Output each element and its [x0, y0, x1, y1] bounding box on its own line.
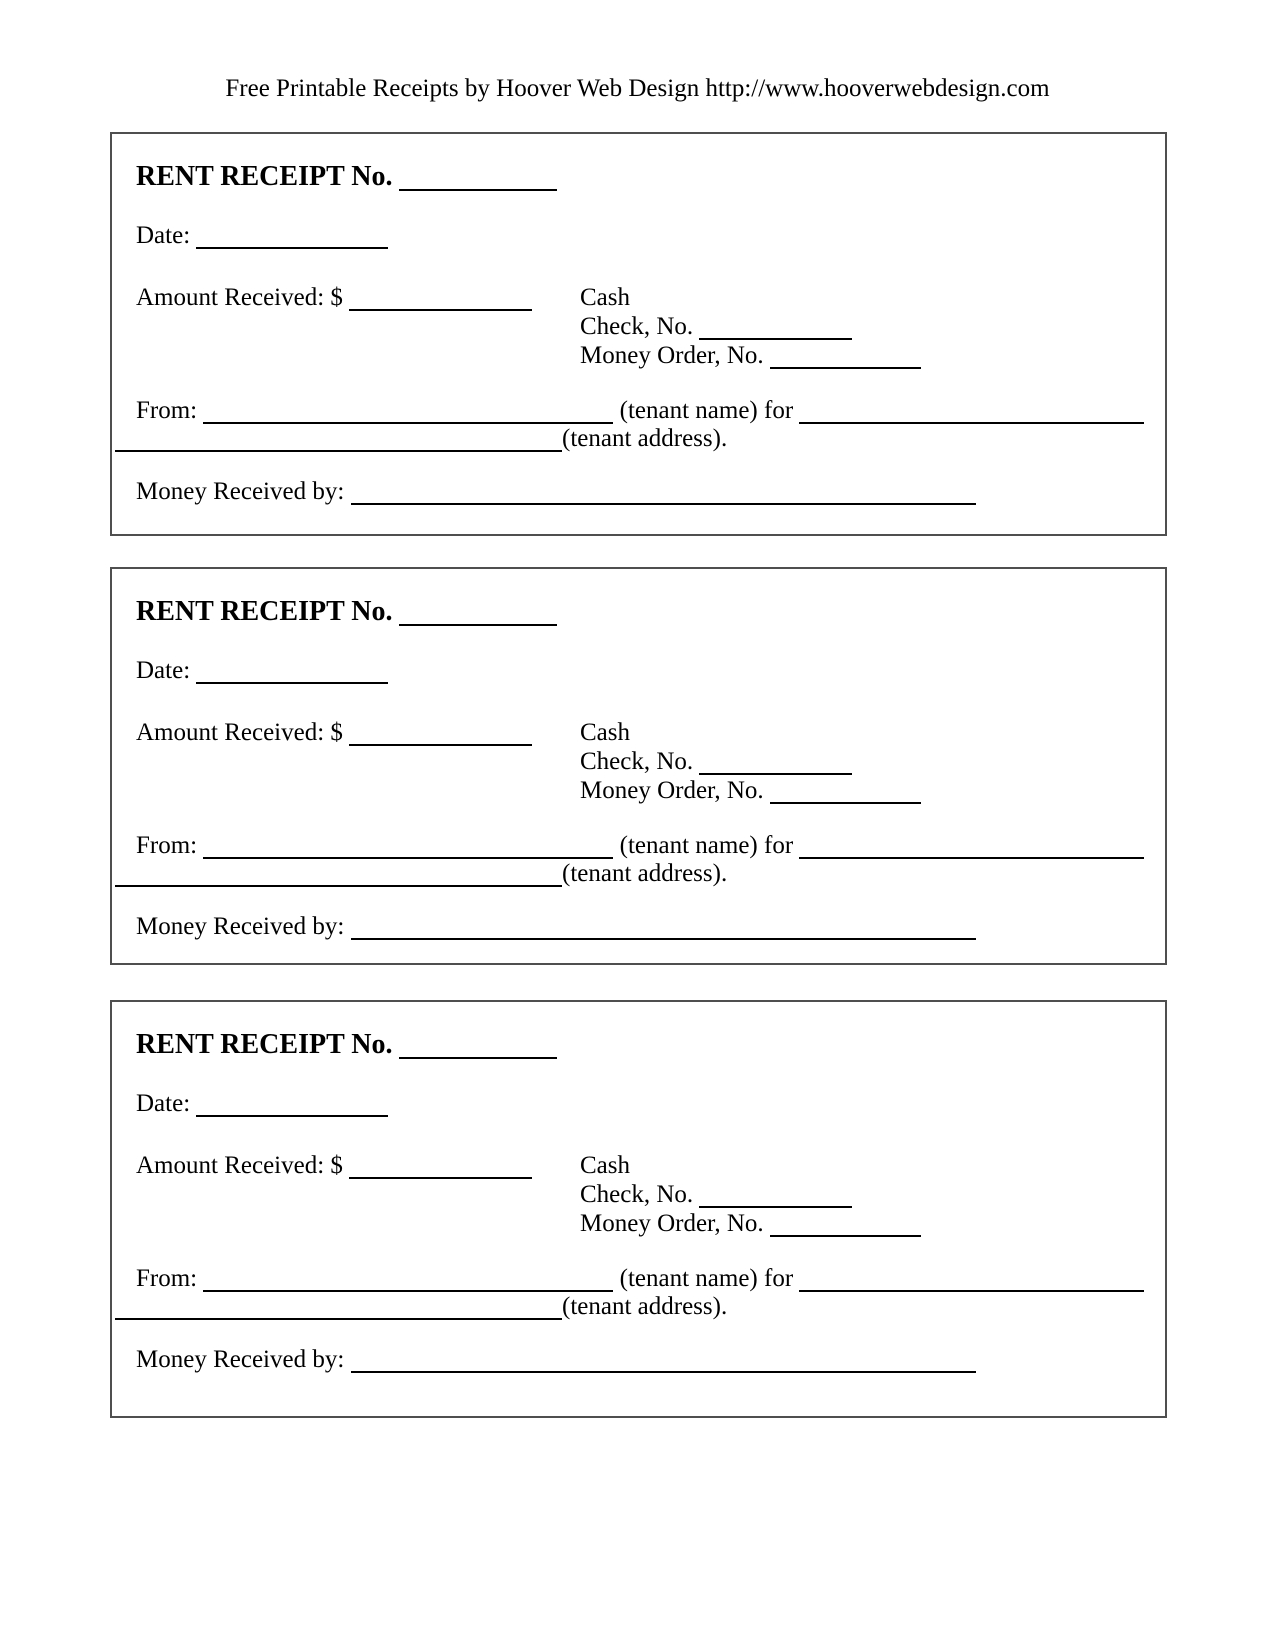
money-order-no-field [770, 786, 921, 804]
tenant-name-label: (tenant name) for [619, 1265, 794, 1292]
amount-field [349, 293, 532, 311]
receipt-title-label: RENT RECEIPT No. [136, 1029, 393, 1060]
money-order-label: Money Order, No. [580, 1210, 764, 1237]
date-field [196, 666, 388, 684]
date-row [136, 221, 388, 250]
cash-label: Cash [580, 1152, 630, 1179]
receipt-block-1 [110, 132, 1167, 536]
amount-label: Amount Received: $ [136, 719, 343, 746]
tenant-address-field [115, 1302, 562, 1320]
tenant-name-label: (tenant name) for [619, 397, 794, 424]
cash-row [580, 283, 630, 312]
money-order-no-field [770, 1219, 921, 1237]
cash-row [580, 1151, 630, 1180]
money-order-no-field [770, 351, 921, 369]
tenant-name-field [203, 1274, 613, 1292]
money-order-row [580, 1209, 921, 1238]
from-label: From: [136, 397, 198, 424]
cash-row [580, 718, 630, 747]
tenant-address-row [115, 859, 727, 888]
money-received-row [136, 477, 976, 506]
rent-for-field [799, 841, 1144, 859]
date-label: Date: [136, 222, 191, 249]
check-label: Check, No. [580, 313, 694, 340]
tenant-address-field [115, 869, 562, 887]
amount-field [349, 728, 532, 746]
check-label: Check, No. [580, 1181, 694, 1208]
receipt-block-3 [110, 1000, 1167, 1418]
receipt-title-label: RENT RECEIPT No. [136, 161, 393, 192]
check-label: Check, No. [580, 748, 694, 775]
date-field [196, 231, 388, 249]
tenant-name-field [203, 841, 613, 859]
cash-label: Cash [580, 719, 630, 746]
money-received-by-field [351, 487, 976, 505]
tenant-address-label: (tenant address). [562, 1293, 728, 1320]
tenant-address-label: (tenant address). [562, 860, 728, 887]
amount-field [349, 1161, 532, 1179]
from-label: From: [136, 1265, 198, 1292]
receipt-no-field [399, 173, 557, 191]
from-row [136, 1264, 1144, 1293]
money-received-row [136, 1345, 976, 1374]
receipt-title-label: RENT RECEIPT No. [136, 596, 393, 627]
date-label: Date: [136, 1090, 191, 1117]
amount-row [136, 718, 532, 747]
rent-for-field [799, 406, 1144, 424]
money-received-by-field [351, 1355, 976, 1373]
receipt-title-row [136, 161, 557, 193]
receipt-no-field [399, 1041, 557, 1059]
money-received-label: Money Received by: [136, 913, 345, 940]
check-no-field [699, 1190, 852, 1208]
date-row [136, 656, 388, 685]
amount-label: Amount Received: $ [136, 284, 343, 311]
receipt-title-row [136, 1029, 557, 1061]
receipt-block-2 [110, 567, 1167, 965]
date-row [136, 1089, 388, 1118]
tenant-address-row [115, 424, 727, 453]
receipt-no-field [399, 608, 557, 626]
check-no-field [699, 322, 852, 340]
tenant-address-row [115, 1292, 727, 1321]
check-row [580, 1180, 852, 1209]
money-order-label: Money Order, No. [580, 777, 764, 804]
check-row [580, 747, 852, 776]
check-row [580, 312, 852, 341]
tenant-address-field [115, 434, 562, 452]
money-order-label: Money Order, No. [580, 342, 764, 369]
money-received-label: Money Received by: [136, 478, 345, 505]
from-row [136, 831, 1144, 860]
money-received-label: Money Received by: [136, 1346, 345, 1373]
money-order-row [580, 341, 921, 370]
tenant-name-label: (tenant name) for [619, 832, 794, 859]
tenant-address-label: (tenant address). [562, 425, 728, 452]
date-field [196, 1099, 388, 1117]
amount-label: Amount Received: $ [136, 1152, 343, 1179]
page-header: Free Printable Receipts by Hoover Web Design http://www.hooverwebdesign.com [225, 75, 1050, 102]
amount-row [136, 283, 532, 312]
check-no-field [699, 757, 852, 775]
from-label: From: [136, 832, 198, 859]
from-row [136, 396, 1144, 425]
money-received-by-field [351, 922, 976, 940]
cash-label: Cash [580, 284, 630, 311]
money-order-row [580, 776, 921, 805]
tenant-name-field [203, 406, 613, 424]
rent-for-field [799, 1274, 1144, 1292]
money-received-row [136, 912, 976, 941]
date-label: Date: [136, 657, 191, 684]
amount-row [136, 1151, 532, 1180]
receipt-title-row [136, 596, 557, 628]
